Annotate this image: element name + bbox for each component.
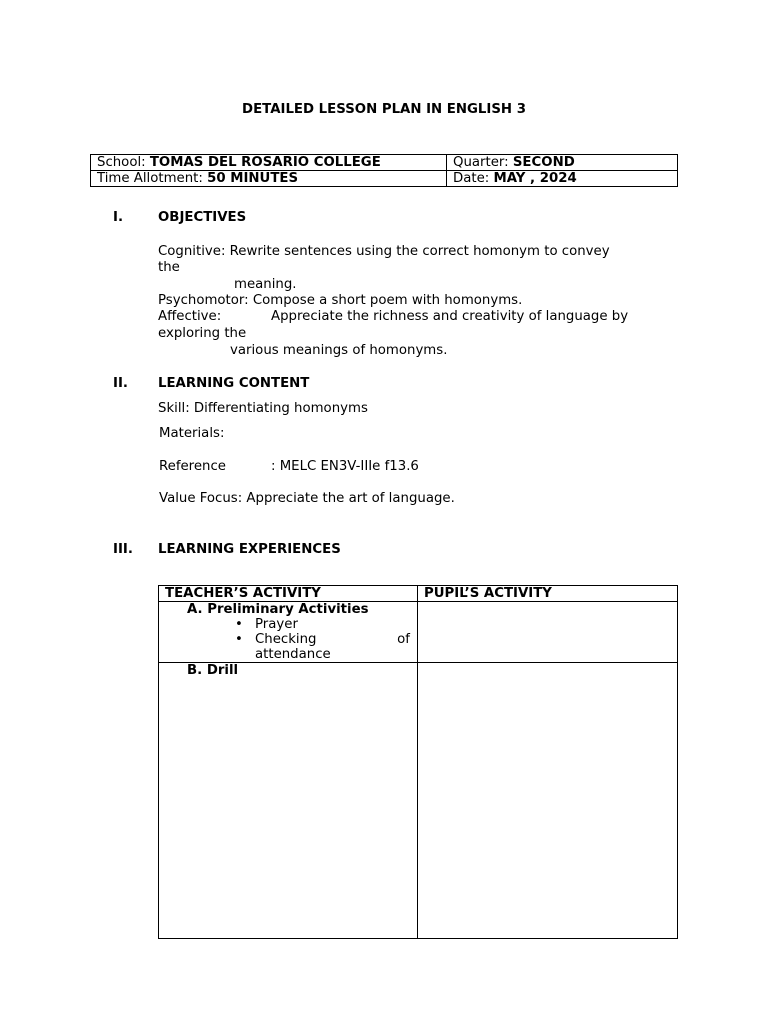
section-number-experiences: III. (113, 542, 133, 557)
objective-affective-label: Affective: (158, 309, 222, 324)
school-label: School: (97, 155, 150, 170)
section-heading-objectives: OBJECTIVES (158, 210, 247, 225)
list-item-word: Checking (255, 632, 317, 647)
list-item-word: of (397, 632, 410, 647)
section-number-objectives: I. (113, 210, 123, 225)
column-header-teacher: TEACHER’S ACTIVITY (159, 586, 418, 602)
bullet-icon: • (235, 617, 243, 632)
quarter-cell (447, 155, 678, 171)
objective-affective: Appreciate the richness and creativity of language by (271, 309, 629, 324)
list-item (165, 617, 411, 632)
quarter-label: Quarter: (453, 155, 513, 170)
objective-cognitive: Cognitive: Rewrite sentences using the correct homonym to convey (158, 244, 610, 259)
objective-psychomotor: Psychomotor: Compose a short poem with homonyms. (158, 293, 523, 308)
pupil-activity-cell (418, 602, 678, 663)
preliminary-activities-heading: A. Preliminary Activities (187, 602, 369, 617)
content-reference-label: Reference (159, 459, 226, 474)
table-row (159, 663, 678, 939)
objective-cognitive-cont: the (158, 260, 180, 275)
quarter-value: SECOND (512, 155, 575, 170)
column-header-pupil: PUPIL’S ACTIVITY (418, 586, 678, 602)
list-item-text (255, 632, 410, 647)
content-reference-value: : MELC EN3V-IIIe f13.6 (271, 459, 419, 474)
bullet-icon: • (235, 632, 243, 647)
teacher-activity-cell (159, 663, 418, 939)
section-number-content: II. (113, 376, 128, 391)
date-value: MAY , 2024 (493, 171, 577, 186)
time-label: Time Allotment: (97, 171, 208, 186)
content-value-focus: Value Focus: Appreciate the art of language. (159, 491, 455, 506)
list-item-continuation (165, 647, 411, 662)
activity-table (158, 585, 678, 939)
list-item (165, 632, 411, 647)
content-skill: Skill: Differentiating homonyms (158, 401, 368, 416)
info-row (91, 171, 678, 187)
info-row (91, 155, 678, 171)
school-value: TOMAS DEL ROSARIO COLLEGE (149, 155, 381, 170)
time-cell (91, 171, 447, 187)
objective-affective-cont: various meanings of homonyms. (230, 343, 448, 358)
list-item-text: Prayer (255, 617, 298, 632)
date-label: Date: (453, 171, 494, 186)
preliminary-list (165, 617, 411, 662)
table-row (159, 602, 678, 663)
school-cell (91, 155, 447, 171)
page-title: DETAILED LESSON PLAN IN ENGLISH 3 (242, 102, 526, 117)
time-value: 50 MINUTES (207, 171, 299, 186)
section-heading-content: LEARNING CONTENT (158, 376, 310, 391)
teacher-activity-cell (159, 602, 418, 663)
list-item-text: attendance (255, 647, 331, 662)
content-materials: Materials: (159, 426, 225, 441)
objective-cognitive-cont: meaning. (234, 277, 297, 292)
section-heading-experiences: LEARNING EXPERIENCES (158, 542, 341, 557)
pupil-activity-cell (418, 663, 678, 939)
drill-heading: B. Drill (187, 663, 239, 678)
objective-affective-cont: exploring the (158, 326, 247, 341)
date-cell (447, 171, 678, 187)
info-table (90, 154, 678, 187)
table-header-row (159, 586, 678, 602)
